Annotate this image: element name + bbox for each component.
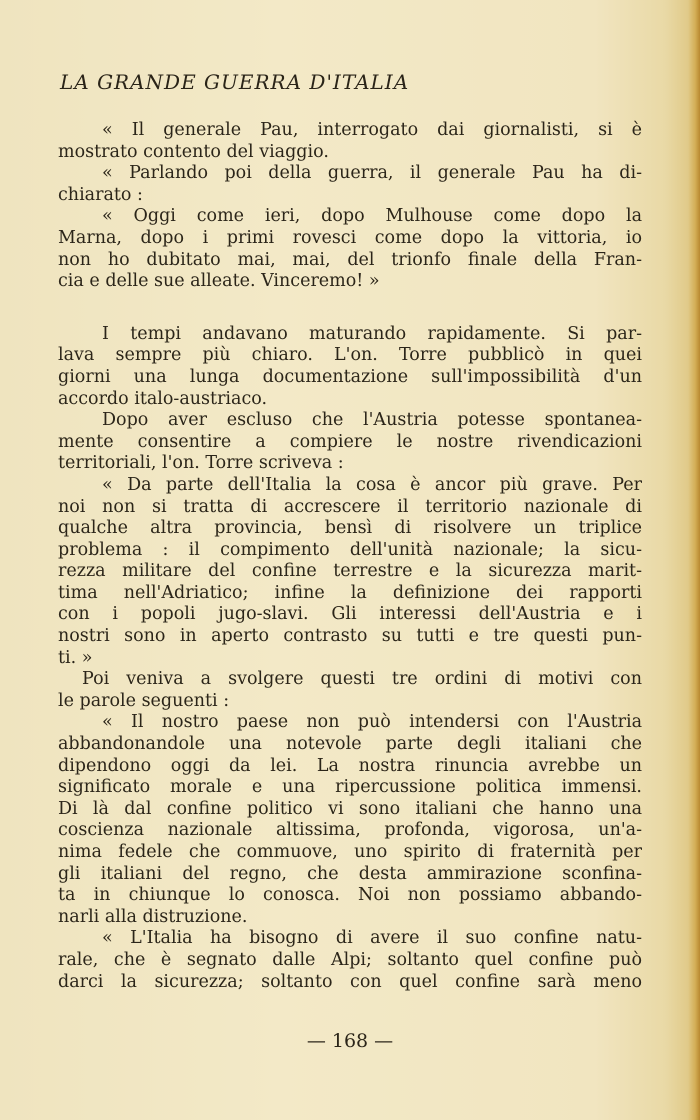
text-line: « Da parte dell'Italia la cosa è ancor più grave. Per bbox=[102, 474, 642, 495]
text-line: « L'Italia ha bisogno di avere il suo confine natu- bbox=[102, 928, 642, 949]
text-line: mostrato contento del viaggio. bbox=[58, 141, 329, 162]
text-line: Dopo aver escluso che l'Austria potesse spontanea- bbox=[102, 410, 642, 431]
running-head: LA GRANDE GUERRA D'ITALIA bbox=[60, 70, 410, 94]
text-line: mente consentire a compiere le nostre rivendicazioni bbox=[58, 431, 642, 452]
text-line: tima nell'Adriatico; infine la definizione dei rapporti bbox=[58, 582, 642, 603]
text-line: problema : il compimento dell'unità nazionale; la sicu- bbox=[58, 539, 642, 560]
text-line: ti. » bbox=[58, 647, 93, 668]
text-line: narli alla distruzione. bbox=[58, 906, 248, 927]
text-line: « Il nostro paese non può intendersi con l'Austria bbox=[102, 712, 642, 733]
body-text bbox=[58, 120, 642, 993]
text-line: « Parlando poi della guerra, il generale Pau ha di- bbox=[102, 163, 642, 184]
text-line: noi non si tratta di accrescere il territorio nazionale di bbox=[58, 496, 642, 517]
text-line: coscienza nazionale altissima, profonda, vigorosa, un'a- bbox=[58, 820, 642, 841]
text-line: dipendono oggi da lei. La nostra rinuncia avrebbe un bbox=[58, 755, 642, 776]
text-line: le parole seguenti : bbox=[58, 690, 230, 711]
text-line: cia e delle sue alleate. Vinceremo! » bbox=[58, 271, 380, 292]
text-line: abbandonandole una notevole parte degli italiani che bbox=[58, 734, 642, 755]
text-line: Poi veniva a svolgere questi tre ordini di motivi con bbox=[82, 669, 642, 690]
text-line: « Oggi come ieri, dopo Mulhouse come dopo la bbox=[102, 206, 642, 227]
text-line: chiarato : bbox=[58, 184, 143, 205]
text-line: I tempi andavano maturando rapidamente. Si par- bbox=[102, 323, 642, 344]
text-line: gli italiani del regno, che desta ammirazione sconfina- bbox=[58, 863, 642, 884]
paragraph-gap bbox=[58, 293, 642, 324]
text-line: qualche altra provincia, bensì di risolvere un triplice bbox=[58, 518, 642, 539]
text-line: non ho dubitato mai, mai, del trionfo finale della Fran- bbox=[58, 249, 642, 270]
text-line: Di là dal confine politico vi sono italiani che hanno una bbox=[58, 798, 642, 819]
text-line: « Il generale Pau, interrogato dai giornalisti, si è bbox=[102, 120, 642, 140]
page-edge bbox=[688, 0, 700, 1120]
text-line: nostri sono in aperto contrasto su tutti e tre questi pun- bbox=[58, 626, 642, 647]
text-line: rezza militare del confine terrestre e la sicurezza marit- bbox=[58, 561, 642, 582]
text-line: nima fedele che commuove, uno spirito di fraternità per bbox=[58, 842, 642, 862]
text-line: rale, che è segnato dalle Alpi; soltanto quel confine può bbox=[58, 949, 642, 970]
text-line: giorni una lunga documentazione sull'impossibilità d'un bbox=[58, 366, 642, 387]
text-line: lava sempre più chiaro. L'on. Torre pubblicò in quei bbox=[58, 345, 642, 366]
text-line: con i popoli jugo-slavi. Gli interessi dell'Austria e i bbox=[58, 604, 642, 625]
text-line: ta in chiunque lo conosca. Noi non possiamo abbando- bbox=[58, 885, 642, 906]
text-line: accordo italo-austriaco. bbox=[58, 388, 268, 409]
text-line: Marna, dopo i primi rovesci come dopo la vittoria, io bbox=[58, 227, 642, 248]
page-number: — 168 — bbox=[306, 1030, 394, 1052]
text-line: territoriali, l'on. Torre scriveva : bbox=[58, 453, 344, 474]
text-line: significato morale e una ripercussione politica immensi. bbox=[58, 777, 642, 798]
text-line: darci la sicurezza; soltanto con quel confine sarà meno bbox=[58, 971, 642, 992]
